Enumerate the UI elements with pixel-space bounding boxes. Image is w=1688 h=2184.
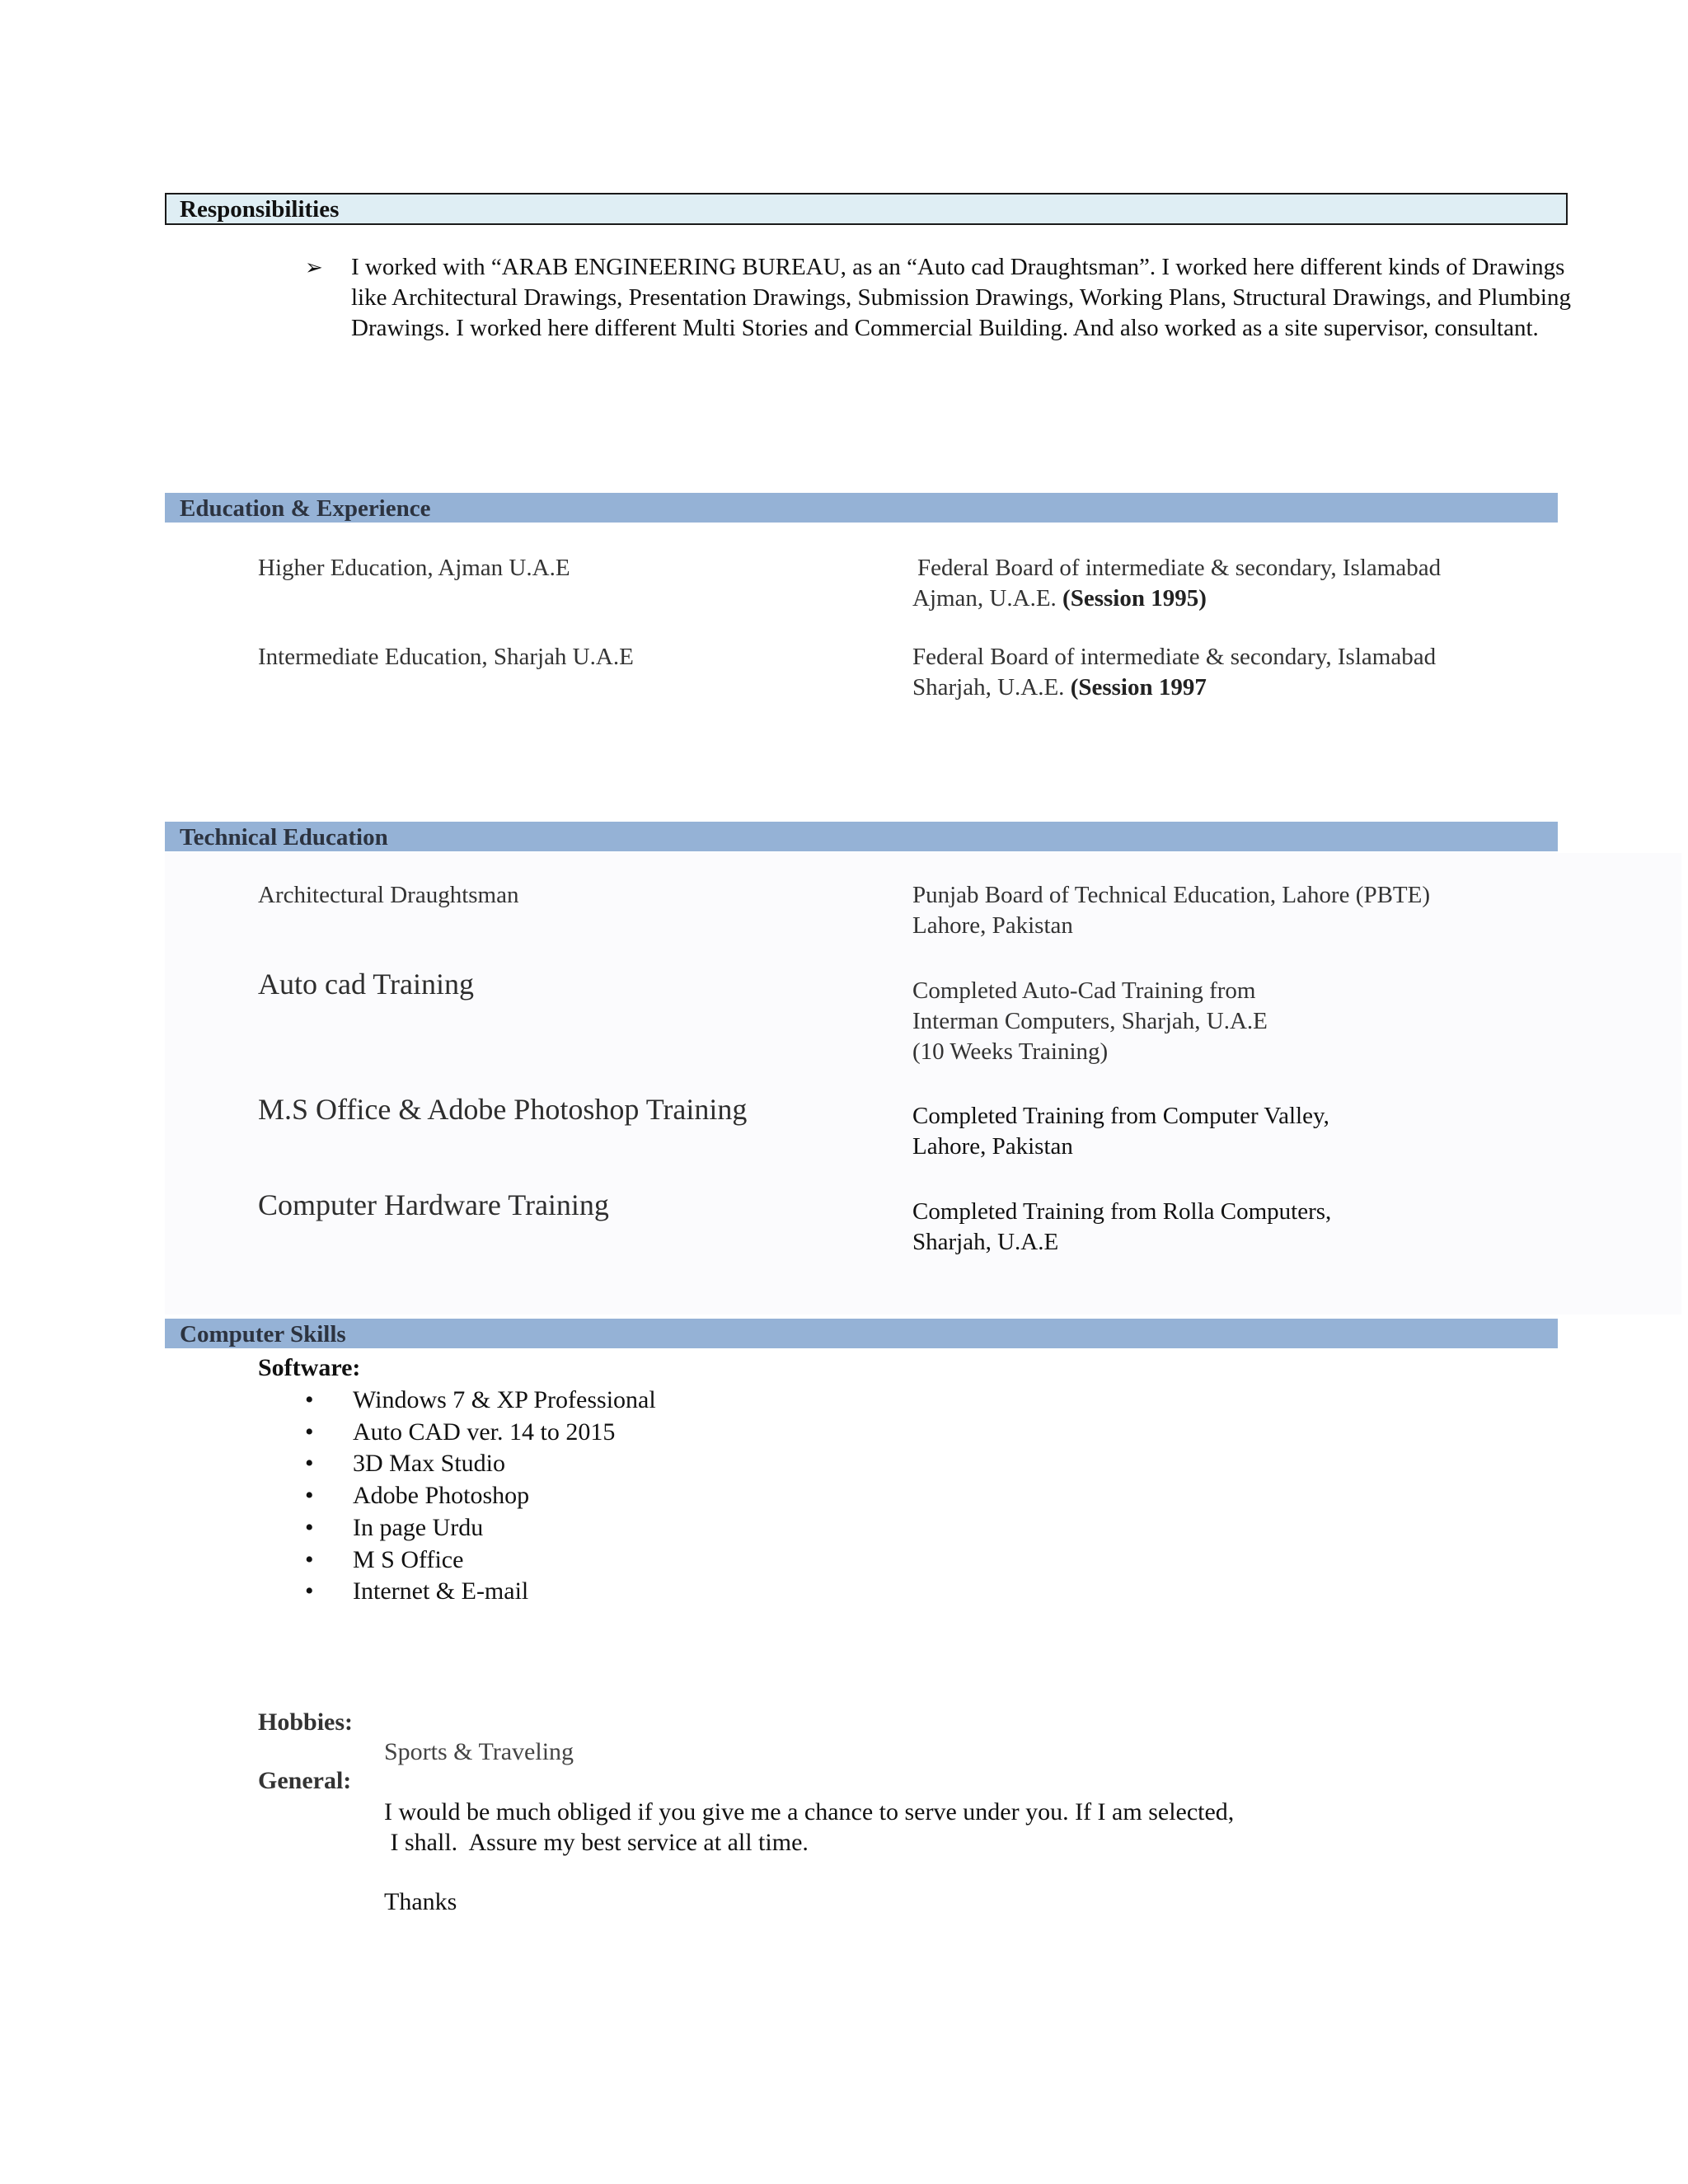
bullet-icon: • — [305, 1482, 314, 1510]
responsibilities-header: Responsibilities — [165, 193, 1568, 225]
technical-right-2 — [912, 976, 1572, 1067]
technical-right-3-line-2: Lahore, Pakistan — [912, 1133, 1073, 1160]
education-left-1: Higher Education, Ajman U.A.E — [258, 555, 570, 581]
education-header: Education & Experience — [165, 493, 1558, 523]
technical-right-4 — [912, 1197, 1572, 1258]
list-item: • Auto CAD ver. 14 to 2015 — [305, 1417, 656, 1449]
bullet-icon: • — [305, 1577, 314, 1605]
technical-left-1: Architectural Draughtsman — [258, 882, 519, 908]
education-board-1: Federal Board of intermediate & secondary, Islamabad — [917, 555, 1442, 581]
technical-right-4-line-2: Sharjah, U.A.E — [912, 1229, 1059, 1255]
list-item: • Windows 7 & XP Professional — [305, 1385, 656, 1417]
hobbies-text: Sports & Traveling — [384, 1738, 574, 1765]
education-session-1: (Session 1995) — [1062, 585, 1207, 612]
education-location-2: Sharjah, U.A.E. (Session 1997 — [912, 674, 1207, 701]
bullet-icon: • — [305, 1386, 314, 1413]
bullet-icon: • — [305, 1545, 314, 1573]
software-label: Software: — [258, 1354, 361, 1381]
education-board-2: Federal Board of intermediate & secondary, Islamabad — [912, 644, 1437, 670]
technical-right-4-line-1: Completed Training from Rolla Computers, — [912, 1198, 1332, 1225]
general-label: General: — [258, 1767, 352, 1794]
bullet-icon: • — [305, 1418, 314, 1446]
list-item: • 3D Max Studio — [305, 1448, 656, 1480]
technical-right-1-line-1: Punjab Board of Technical Education, Lahore (PBTE) — [912, 882, 1431, 908]
technical-right-1 — [912, 880, 1572, 941]
bullet-icon: • — [305, 1513, 314, 1541]
responsibilities-text: I worked with “ARAB ENGINEERING BUREAU, as an “Auto cad Draughtsman”. I worked here different kinds of Drawings like Architectural Drawings, Presentation Drawings, Submission Drawings, Working Plans, Structural Drawings, and Plumbing Drawings. I worked here different Multi Stories and Commercial Building. And also worked as a site supervisor, consultant. — [351, 254, 1571, 341]
list-item: • In page Urdu — [305, 1512, 656, 1544]
education-left-2: Intermediate Education, Sharjah U.A.E — [258, 644, 634, 670]
technical-right-2-line-1: Completed Auto-Cad Training from — [912, 977, 1256, 1004]
education-right-2 — [912, 642, 1572, 703]
technical-right-2-line-2: Interman Computers, Sharjah, U.A.E — [912, 1008, 1268, 1034]
technical-right-3 — [912, 1101, 1572, 1162]
technical-left-4: Computer Hardware Training — [258, 1188, 609, 1221]
education-session-2: (Session 1997 — [1070, 674, 1207, 701]
education-right-1 — [912, 553, 1572, 614]
general-text — [384, 1797, 1234, 1858]
technical-left-3: M.S Office & Adobe Photoshop Training — [258, 1093, 748, 1126]
list-item: • M S Office — [305, 1544, 656, 1577]
arrow-bullet-icon: ➢ — [305, 255, 323, 279]
general-line-2: I shall. Assure my best service at all time. — [384, 1829, 809, 1856]
general-line-1: I would be much obliged if you give me a chance to serve under you. If I am selected, — [384, 1798, 1235, 1825]
closing-text: Thanks — [384, 1888, 457, 1915]
bullet-icon: • — [305, 1450, 314, 1478]
technical-right-2-line-3: (10 Weeks Training) — [912, 1038, 1109, 1065]
hobbies-label: Hobbies: — [258, 1708, 354, 1736]
software-list — [305, 1385, 656, 1608]
list-item: • Internet & E-mail — [305, 1576, 656, 1608]
technical-right-1-line-2: Lahore, Pakistan — [912, 912, 1073, 939]
technical-right-3-line-1: Completed Training from Computer Valley, — [912, 1103, 1329, 1129]
technical-left-2: Auto cad Training — [258, 968, 475, 1001]
computer-skills-header: Computer Skills — [165, 1319, 1558, 1348]
technical-header: Technical Education — [165, 822, 1558, 851]
education-location-1: Ajman, U.A.E. (Session 1995) — [912, 585, 1207, 612]
list-item: • Adobe Photoshop — [305, 1480, 656, 1512]
